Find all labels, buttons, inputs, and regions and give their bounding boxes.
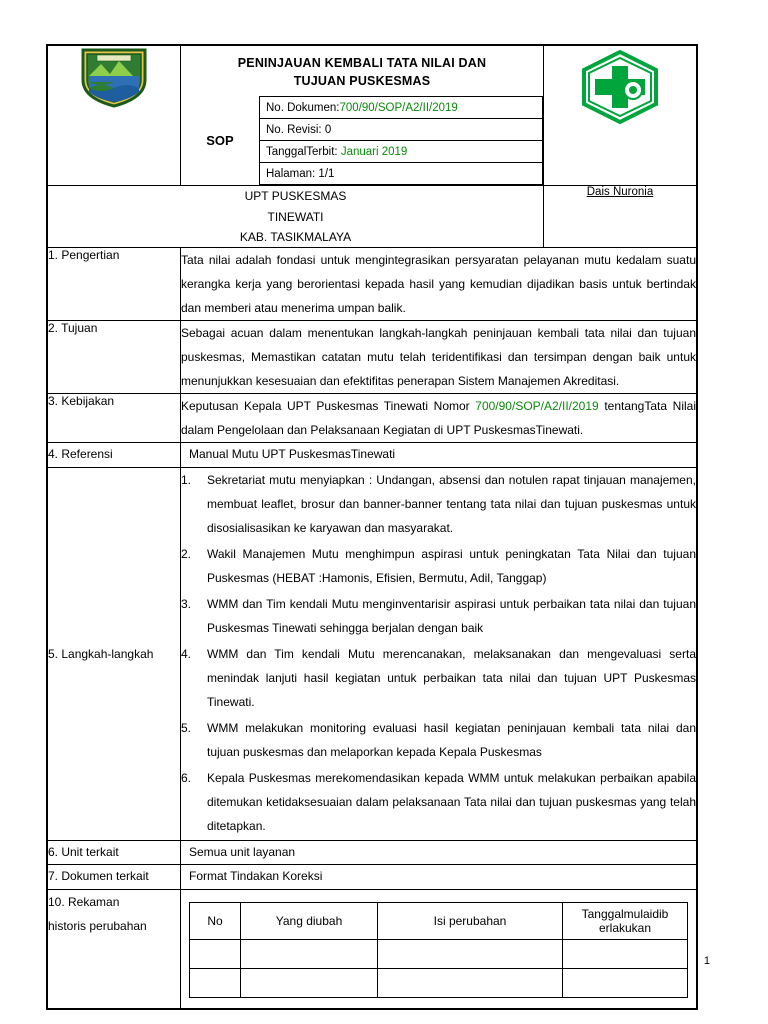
sop-label: SOP	[181, 97, 260, 185]
document-title	[181, 46, 543, 96]
section-label-kebijakan: 3. Kebijakan	[48, 394, 181, 443]
section-row-dokumen-terkait	[48, 865, 697, 889]
rekaman-table-cell	[181, 889, 697, 1008]
step-marker-3: 3.	[181, 596, 192, 611]
kebijakan-text-part2: tentangTata Nilai dalam Pengelolaan dan Pelaksanaan Kegiatan di UPT PuskesmasTinewati.	[181, 399, 696, 438]
field-tanggal-terbit	[260, 141, 543, 163]
section-row-pengertian	[48, 248, 697, 321]
step-item-1	[181, 468, 696, 540]
rekaman-col-isi-perubahan: Isi perubahan	[378, 902, 563, 939]
identity-line3: KAB. TASIKMALAYA	[239, 230, 352, 245]
rekaman-cell-isi-2	[378, 968, 563, 997]
section-label-referensi: 4. Referensi	[48, 443, 181, 467]
rekaman-cell-no-2	[190, 968, 241, 997]
sop-document	[46, 44, 698, 1010]
step-marker-2: 2.	[181, 546, 192, 561]
identity-row	[48, 186, 697, 248]
step-item-5	[181, 716, 696, 764]
sop-field-row-dokumen	[181, 97, 543, 119]
rekaman-header-row	[190, 902, 688, 939]
step-text-1: Sekretariat mutu menyiapkan : Undangan, absensi dan notulen rapat tinjauan manajemen, membuat leaflet, brosur dan banner-banner tentang tata nilai dan tujuan puskesmas untuk disosialisasikan ke karyawan dan masyarakat.	[207, 472, 696, 535]
section-row-kebijakan	[48, 394, 697, 443]
rekaman-cell-no-1	[190, 939, 241, 968]
puskesmas-identity	[48, 186, 544, 248]
step-text-6: Kepala Puskesmas merekomendasikan kepada WMM untuk melakukan perbaikan apabila ditemukan ketidaksesuaian dalam pelaksanaan Tata nilai dan tujuan puskesmas yang telah ditetapkan.	[207, 770, 696, 833]
logo-puskesmas-salib-hijau-icon	[577, 50, 663, 124]
section-label-pengertian: 1. Pengertian	[48, 248, 181, 321]
rekaman-col-tanggal	[563, 902, 688, 939]
step-item-6	[181, 766, 696, 838]
rekaman-cell-yang-2	[241, 968, 378, 997]
section-text-referensi: Manual Mutu UPT PuskesmasTinewati	[181, 443, 697, 467]
rekaman-col-yang-diubah: Yang diubah	[241, 902, 378, 939]
kebijakan-text-part1: Keputusan Kepala UPT Puskesmas Tinewati Nomor	[181, 399, 476, 414]
field-halaman	[260, 163, 543, 185]
rekaman-col-no: No	[190, 902, 241, 939]
section-label-rekaman	[48, 889, 181, 1008]
section-text-pengertian: Tata nilai adalah fondasi untuk mengintegrasikan persyaratan pelayanan mutu kedalam suatu kerangka kerja yang berorientasi kepada hasil yang kemudian dijadikan basis untuk bertindak dan memberi atau menerima umpan balik.	[181, 248, 697, 321]
field-no-dokumen	[260, 97, 543, 119]
section-text-unit-terkait: Semua unit layanan	[181, 840, 697, 864]
section-label-dokumen-terkait: 7. Dokumen terkait	[48, 865, 181, 889]
signer-name: Dais Nuronia	[586, 186, 654, 199]
field-no-dokumen-value: 700/90/SOP/A2/II/2019	[339, 101, 458, 114]
step-item-2	[181, 542, 696, 590]
step-marker-5: 5.	[181, 720, 192, 735]
rekaman-cell-tanggal-1	[563, 939, 688, 968]
section-row-langkah	[48, 467, 697, 840]
page-number: 1	[703, 955, 710, 967]
document-title-line2: TUJUAN PUSKESMAS	[293, 74, 431, 89]
field-halaman-value: 1/1	[318, 167, 335, 180]
step-text-2: Wakil Manajemen Mutu menghimpun aspirasi untuk peningkatan Tata Nilai dan tujuan Puskesmas (HEBAT :Hamonis, Efisien, Bermutu, Adil, Tanggap)	[207, 546, 696, 585]
section-text-tujuan: Sebagai acuan dalam menentukan langkah-langkah peninjauan kembali tata nilai dan tujuan puskesmas, Memastikan catatan mutu telah teridentifikasi dan tersimpan dengan baik untuk menunjukkan kesesuaian dan efektifitas penerapan Sistem Manajemen Akreditasi.	[181, 321, 697, 394]
section-text-dokumen-terkait: Format Tindakan Koreksi	[181, 865, 697, 889]
step-item-3	[181, 592, 696, 640]
rekaman-cell-yang-1	[241, 939, 378, 968]
header-row	[48, 46, 697, 186]
rekaman-label-line2: historis perubahan	[48, 918, 147, 933]
section-text-langkah	[181, 467, 697, 840]
rekaman-col-tanggal-line1: Tanggalmulaidib	[581, 906, 669, 921]
field-no-revisi-value: 0	[324, 123, 332, 136]
section-row-rekaman	[48, 889, 697, 1008]
document-title-line1: PENINJAUAN KEMBALI TATA NILAI DAN	[237, 56, 487, 70]
step-text-5: WMM melakukan monitoring evaluasi hasil kegiatan peninjauan kembali tata nilai dan tujuan puskesmas dan melaporkan kepada Kepala Puskesmas	[207, 720, 696, 759]
section-label-tujuan: 2. Tujuan	[48, 321, 181, 394]
step-marker-1: 1.	[181, 472, 192, 487]
field-no-revisi	[260, 119, 543, 141]
logo-kabupaten-tasikmalaya-icon	[77, 46, 151, 108]
rekaman-label-line1: 10. Rekaman	[48, 894, 120, 909]
rekaman-cell-tanggal-2	[563, 968, 688, 997]
section-row-unit-terkait	[48, 840, 697, 864]
kebijakan-nomor: 700/90/SOP/A2/II/2019	[475, 399, 599, 414]
signature-cell	[544, 186, 697, 248]
sop-fields-table	[181, 96, 543, 185]
section-row-tujuan	[48, 321, 697, 394]
step-item-4	[181, 642, 696, 714]
right-logo-cell	[544, 46, 697, 186]
identity-line1: UPT PUSKESMAS	[244, 189, 347, 204]
section-label-unit-terkait: 6. Unit terkait	[48, 840, 181, 864]
section-row-referensi	[48, 443, 697, 467]
field-no-dokumen-label: No. Dokumen:	[266, 101, 340, 114]
field-tanggal-terbit-value: Januari 2019	[340, 145, 408, 158]
rekaman-row-2	[190, 968, 688, 997]
steps-list	[181, 468, 696, 838]
rekaman-col-tanggal-line2: erlakukan	[598, 920, 652, 935]
rekaman-cell-isi-1	[378, 939, 563, 968]
step-marker-4: 4.	[181, 646, 192, 661]
left-logo-cell	[48, 46, 181, 186]
section-text-kebijakan	[181, 394, 697, 443]
header-center-cell	[181, 46, 544, 186]
rekaman-row-1	[190, 939, 688, 968]
identity-line2: TINEWATI	[267, 209, 324, 224]
field-no-revisi-label: No. Revisi:	[266, 123, 322, 136]
field-tanggal-terbit-label: TanggalTerbit:	[266, 145, 338, 158]
sop-main-table	[47, 45, 697, 1009]
section-label-langkah: 5. Langkah-langkah	[48, 467, 181, 840]
step-text-4: WMM dan Tim kendali Mutu merencanakan, melaksanakan dan mengevaluasi serta menindak lanjuti hasil kegiatan untuk perbaikan tata nilai dan tujuan UPT Puskesmas Tinewati.	[207, 646, 696, 709]
step-marker-6: 6.	[181, 770, 192, 785]
field-halaman-label: Halaman:	[266, 167, 316, 180]
step-text-3: WMM dan Tim kendali Mutu menginventarisir aspirasi untuk perbaikan tata nilai dan tujuan Puskesmas Tinewati sehingga berjalan dengan baik	[207, 596, 696, 635]
rekaman-table	[189, 902, 688, 998]
